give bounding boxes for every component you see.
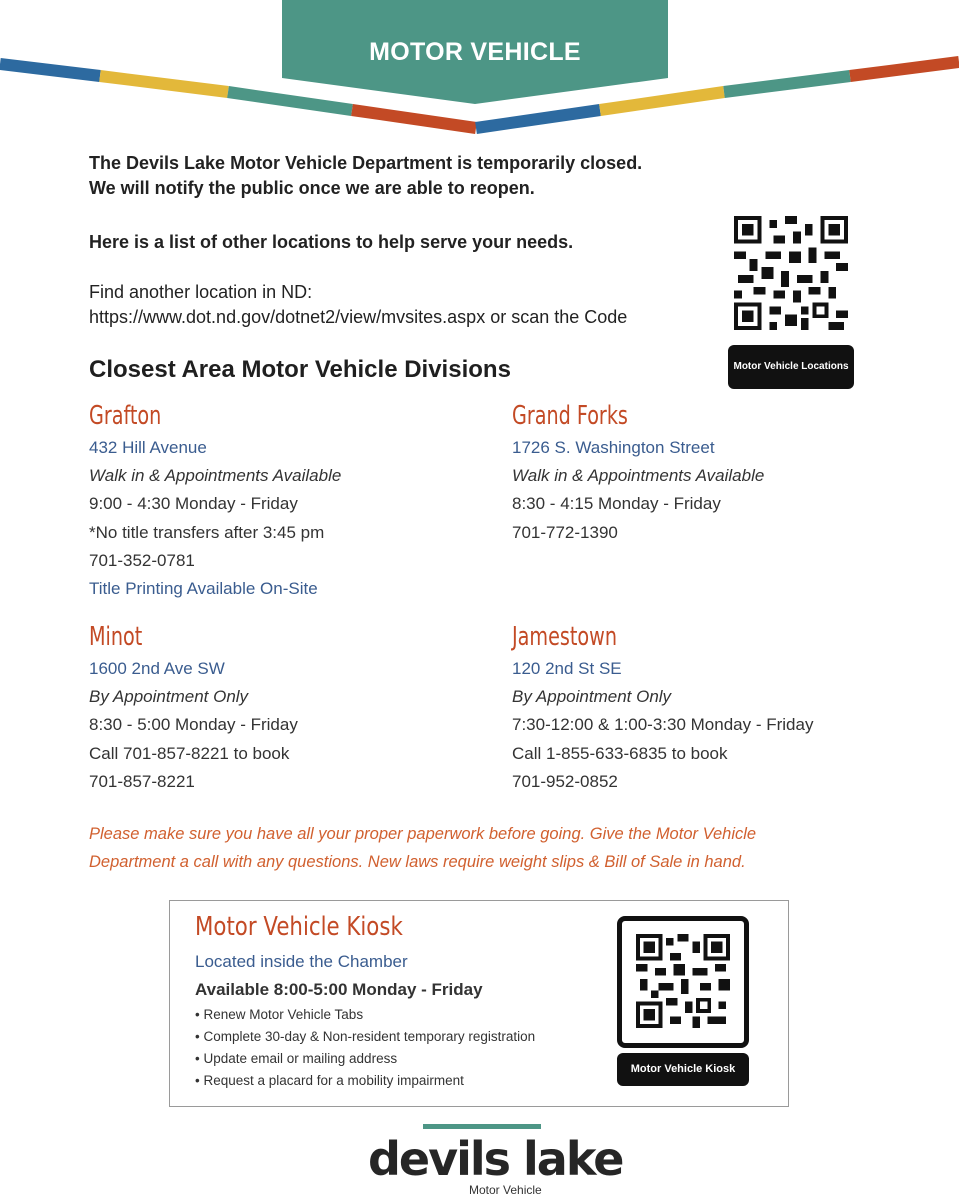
location-name: Minot	[89, 622, 143, 652]
location-grand-forks	[512, 398, 892, 547]
location-name: Grafton	[89, 401, 162, 431]
section-title: Closest Area Motor Vehicle Divisions	[89, 356, 511, 383]
location-booking: Call 701-857-8221 to book	[89, 743, 290, 763]
location-address[interactable]: 1600 2nd Ave SW	[89, 659, 225, 678]
location-address[interactable]: 1726 S. Washington Street	[512, 438, 715, 457]
devils-lake-logo: devils lake	[368, 1132, 623, 1186]
location-address[interactable]: 432 Hill Avenue	[89, 438, 207, 457]
locations-qr-label: Motor Vehicle Locations	[728, 345, 854, 389]
location-booking: Call 1-855-633-6835 to book	[512, 743, 728, 763]
location-minot	[89, 619, 469, 796]
location-availability: By Appointment Only	[89, 687, 249, 707]
list-item: • Complete 30-day & Non-resident temporary registration	[195, 1029, 536, 1044]
find-location-label: Find another location in ND:	[89, 282, 313, 302]
notice-line: Department a call with any questions. New laws require weight slips & Bill of Sale in hand.	[89, 853, 746, 871]
kiosk-hours: Available 8:00-5:00 Monday - Friday	[195, 980, 483, 999]
location-hours: 9:00 - 4:30 Monday - Friday	[89, 494, 298, 514]
logo-accent-bar	[423, 1124, 541, 1129]
location-note: *No title transfers after 3:45 pm	[89, 522, 325, 542]
locations-url[interactable]: https://www.dot.nd.gov/dotnet2/view/mvsites.aspx or scan the Code	[89, 307, 628, 327]
location-availability: Walk in & Appointments Available	[89, 466, 342, 486]
location-phone[interactable]: 701-352-0781	[89, 550, 195, 570]
location-phone[interactable]: 701-772-1390	[512, 522, 618, 542]
location-name: Grand Forks	[512, 401, 628, 431]
list-item: • Renew Motor Vehicle Tabs	[195, 1007, 364, 1022]
list-item: • Request a placard for a mobility impairment	[195, 1073, 464, 1088]
location-hours: 8:30 - 5:00 Monday - Friday	[89, 715, 298, 735]
location-hours: 7:30-12:00 & 1:00-3:30 Monday - Friday	[512, 715, 814, 735]
reopen-notice: We will notify the public once we are able to reopen.	[89, 178, 535, 198]
qr-code-icon[interactable]	[636, 934, 730, 1028]
kiosk-title: Motor Vehicle Kiosk	[195, 912, 403, 942]
location-name: Jamestown	[512, 622, 617, 652]
location-availability: Walk in & Appointments Available	[512, 466, 765, 486]
list-item: • Update email or mailing address	[195, 1051, 398, 1066]
notice-line: Please make sure you have all your proper paperwork before going. Give the Motor Vehicle	[89, 825, 757, 843]
location-jamestown	[512, 619, 892, 796]
location-phone[interactable]: 701-857-8221	[89, 771, 195, 791]
closure-notice: The Devils Lake Motor Vehicle Department is temporarily closed.	[89, 153, 643, 173]
location-grafton	[89, 398, 469, 603]
kiosk-qr-label: Motor Vehicle Kiosk	[617, 1053, 749, 1086]
logo-subtitle: Motor Vehicle	[469, 1183, 542, 1197]
location-address[interactable]: 120 2nd St SE	[512, 659, 622, 678]
location-hours: 8:30 - 4:15 Monday - Friday	[512, 494, 721, 514]
paperwork-notice	[89, 820, 889, 876]
kiosk-services-list	[195, 1004, 535, 1092]
locations-intro: Here is a list of other locations to help serve your needs.	[89, 232, 574, 252]
location-phone[interactable]: 701-952-0852	[512, 771, 618, 791]
kiosk-location: Located inside the Chamber	[195, 952, 408, 971]
location-extra: Title Printing Available On-Site	[89, 578, 318, 598]
location-availability: By Appointment Only	[512, 687, 672, 707]
page-title: MOTOR VEHICLE	[369, 38, 581, 66]
qr-code-icon[interactable]	[734, 216, 848, 330]
